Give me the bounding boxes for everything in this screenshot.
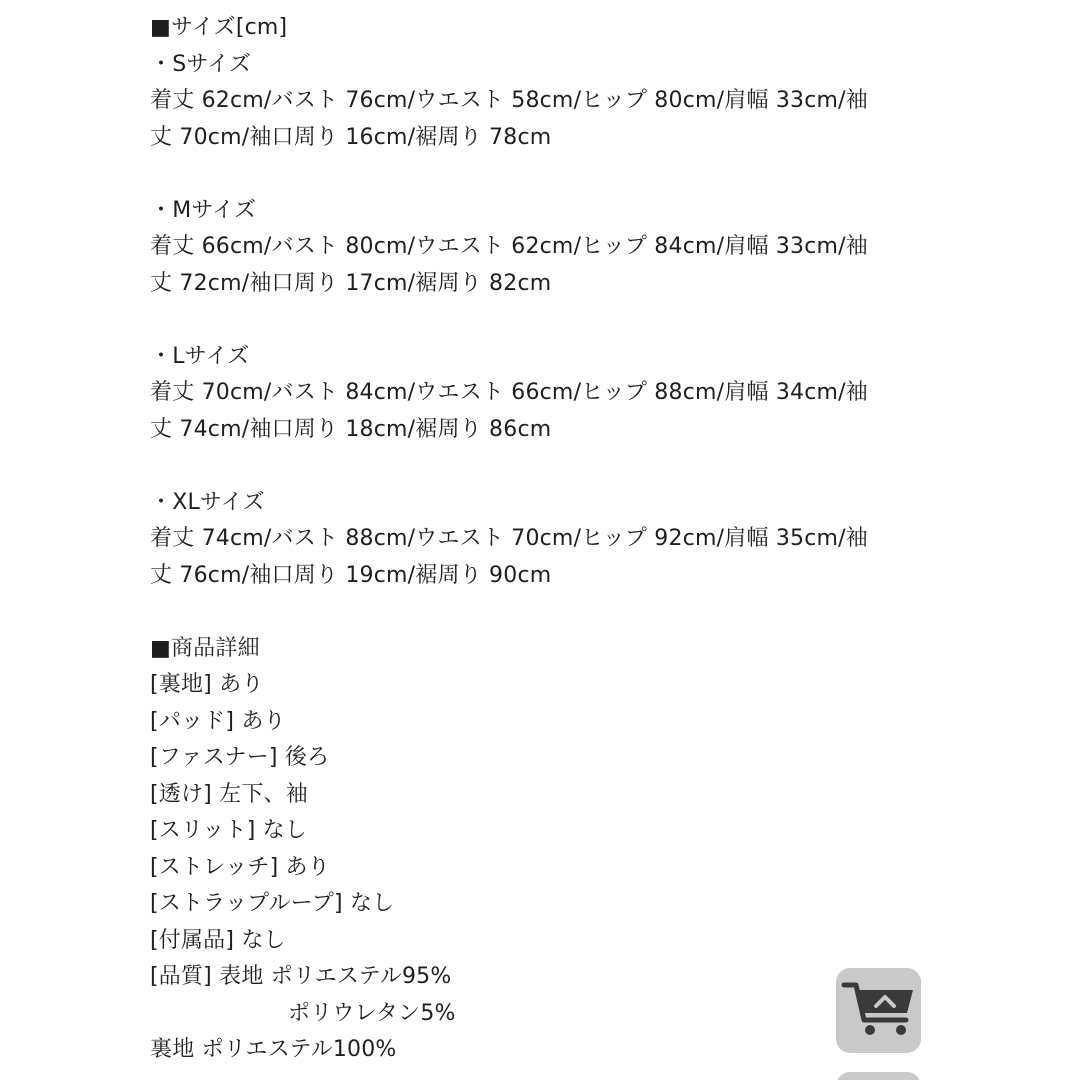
detail-accessories: [付属品] なし	[150, 927, 286, 953]
spacer	[150, 156, 930, 193]
size-label-xl: ・XLサイズ	[150, 489, 265, 515]
detail-lining-quality: 裏地 ポリエステル100%	[150, 1037, 397, 1062]
scroll-to-cart-button[interactable]	[836, 968, 921, 1053]
size-measurements-m-line1: 着丈 66cm/バスト 80cm/ウエスト 62cm/ヒップ 84cm/肩幅 33cm/袖	[150, 234, 868, 259]
cart-scroll-up-icon	[836, 968, 921, 1053]
detail-zipper: [ファスナー] 後ろ	[150, 745, 330, 770]
size-measurements-s-line2: 丈 70cm/袖口周り 16cm/裾周り 78cm	[150, 124, 552, 150]
size-measurements-s-line1: 着丈 62cm/バスト 76cm/ウエスト 58cm/ヒップ 80cm/肩幅 33cm/袖	[150, 88, 868, 113]
detail-quality-continuation: ポリウレタン5%	[288, 1000, 456, 1026]
size-label-m: ・Mサイズ	[150, 197, 257, 223]
details-heading: ■商品詳細	[150, 635, 260, 661]
spacer	[150, 594, 930, 631]
detail-quality: [品質] 表地 ポリエステル95%	[150, 964, 452, 989]
product-description	[150, 10, 930, 1069]
size-label-s: ・Sサイズ	[150, 51, 252, 77]
size-label-l: ・Lサイズ	[150, 343, 250, 369]
detail-pad: [パッド] あり	[150, 708, 286, 734]
detail-sheer: [透け] 左下、袖	[150, 781, 308, 807]
spacer	[150, 302, 930, 339]
size-measurements-l-line1: 着丈 70cm/バスト 84cm/ウエスト 66cm/ヒップ 88cm/肩幅 34cm/袖	[150, 380, 868, 405]
spacer	[150, 448, 930, 485]
size-measurements-l-line2: 丈 74cm/袖口周り 18cm/裾周り 86cm	[150, 416, 552, 442]
detail-lining: [裏地] あり	[150, 672, 264, 697]
detail-slit: [スリット] なし	[150, 818, 308, 843]
size-measurements-m-line2: 丈 72cm/袖口周り 17cm/裾周り 82cm	[150, 270, 552, 296]
size-measurements-xl-line2: 丈 76cm/袖口周り 19cm/裾周り 90cm	[150, 562, 552, 588]
next-floating-button[interactable]	[836, 1072, 921, 1080]
size-measurements-xl-line1: 着丈 74cm/バスト 88cm/ウエスト 70cm/ヒップ 92cm/肩幅 35cm/袖	[150, 526, 868, 551]
size-heading: ■サイズ[cm]	[150, 15, 288, 40]
detail-strap-loop: [ストラップループ] なし	[150, 891, 395, 916]
detail-stretch: [ストレッチ] あり	[150, 854, 330, 880]
